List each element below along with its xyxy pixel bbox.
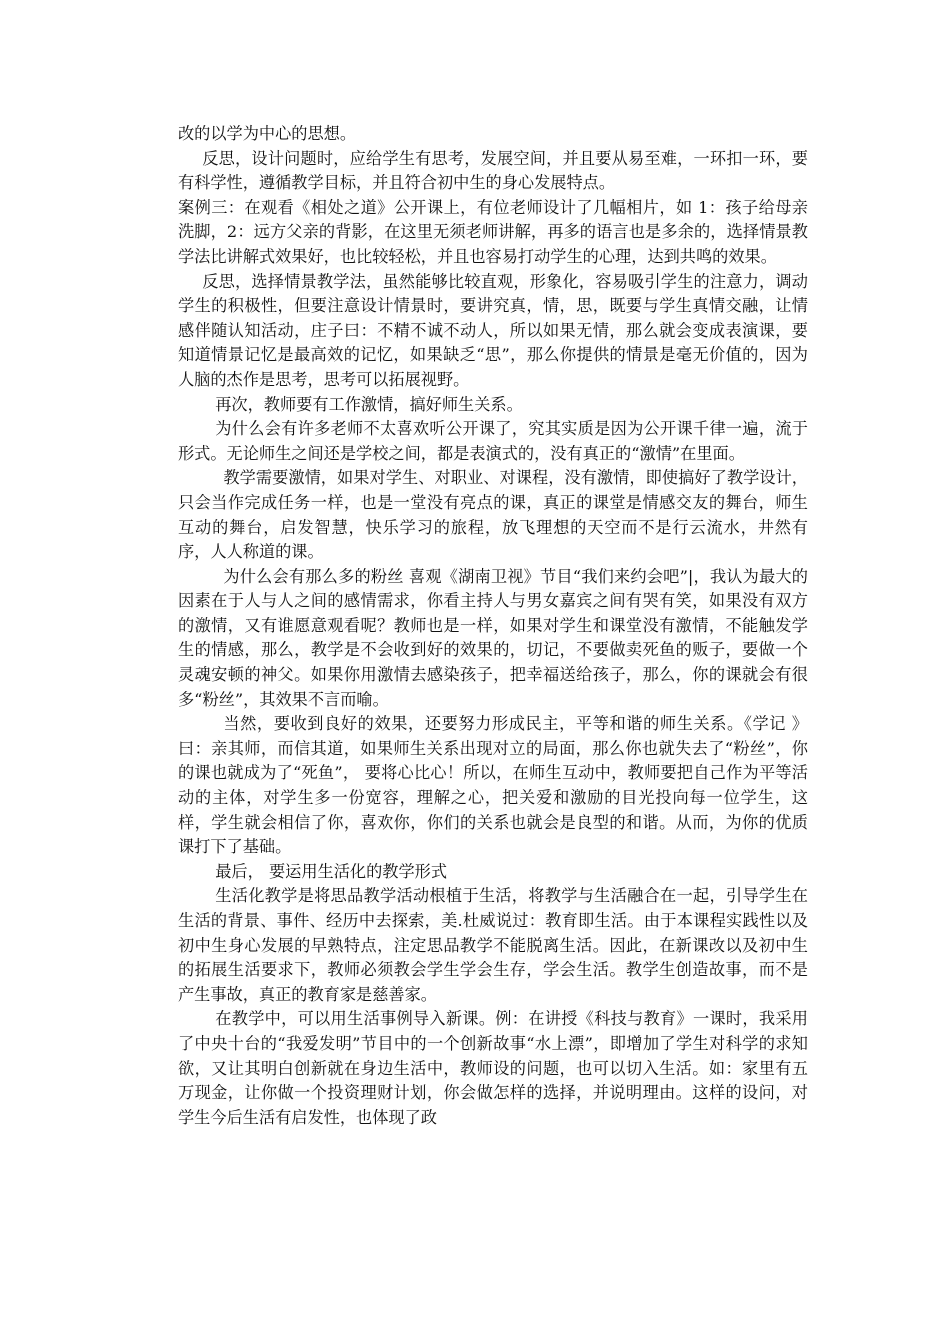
paragraph-teaching-passion: 教学需要激情，如果对学生、对职业、对课程，没有激情，即使搞好了教学设计，只会当作完成任务一样，也是一堂没有亮点的课，真正的课堂是情感交友的舞台，师生互动的舞台，启发智慧，快乐学习的旅程，放飞理想的天空而不是行云流水，井然有序，人人称道的课。 <box>178 468 808 562</box>
paragraph-case-three: 案例三：在观看《相处之道》公开课上，有位老师设计了几幅相片，如 1：孩子给母亲洗脚，2：远方父亲的背影，在这里无须老师讲解，再多的语言也是多余的，选择情景教学法比讲解式效果好，也比较轻松，并且也容易打动学生的心理，达到共鸣的效果。 <box>178 197 808 266</box>
paragraph-heading-life: 最后， 要运用生活化的教学形式 <box>215 861 448 881</box>
paragraph-fans: 为什么会有那么多的粉丝 喜观《湖南卫视》节目“我们来约会吧”|，我认为最大的因素在于人与人之间的感情需求，你看主持人与男女嘉宾之间有哭有笑，如果没有双方的激情，又有谁愿意观看呢？教师也是一样，如果对学生和课堂没有激情，不能触发学生的情感，那么，教学是不会收到好的效果的，切记，不要做卖死鱼的贩子，要做一个灵魂安顿的神父。如果你用激情去感染孩子，把幸福送给孩子，那么，你的课就会有很多“粉丝”，其效果不言而喻。 <box>178 566 808 709</box>
paragraph-continuation: 改的以学为中心的思想。 <box>178 124 357 143</box>
paragraph-reflection-2: 反思，选择情景教学法，虽然能够比较直观，形象化，容易吸引学生的注意力，调动学生的积极性，但要注意设计情景时，要讲究真，情，思，既要与学生真情交融，让情感伴随认知活动，庄子曰：不精不诚不动人，所以如果无情，那么就会变成表演课，要知道情景记忆是最高效的记忆，如果缺乏“思”，那么你提供的情景是毫无价值的，因为人脑的杰作是思考，思考可以拓展视野。 <box>178 271 808 389</box>
document-body <box>178 122 808 1130</box>
paragraph-life-examples: 在教学中，可以用生活事例导入新课。例：在讲授《科技与教育》一课时，我采用了中央十台的“我爱发明”节目中的一个创新故事“水上漂”，即增加了学生对科学的求知欲，又让其明白创新就在身边生活中，教师设的问题，也可以切入生活。如：家里有五万现金，让你做一个投资理财计划，你会做怎样的选择，并说明理由。这样的设问，对学生今后生活有启发性，也体现了政 <box>178 1009 808 1127</box>
paragraph-reflection-1: 反思，设计问题时，应给学生有思考，发展空间，并且要从易至难，一环扣一环，要有科学性，遵循教学目标，并且符合初中生的身心发展特点。 <box>178 148 808 193</box>
paragraph-life-teaching: 生活化教学是将思品教学活动根植于生活，将教学与生活融合在一起，引导学生在生活的背景、事件、经历中去探索，美.杜威说过：教育即生活。由于本课程实践性以及初中生身心发展的早熟特点，注定思品教学不能脱离生活。因此，在新课改以及初中生的拓展生活要求下，教师必须教会学生学会生存，学会生活。教学生创造故事，而不是产生事故，真正的教育家是慈善家。 <box>178 886 808 1004</box>
paragraph-heading-passion: 再次，教师要有工作激情，搞好师生关系。 <box>215 394 523 414</box>
paragraph-open-class: 为什么会有许多老师不太喜欢听公开课了，究其实质是因为公开课千律一遍，流于形式。无论师生之间还是学校之间，都是表演式的，没有真正的“激情”在里面。 <box>178 419 808 463</box>
paragraph-relationship: 当然，要收到良好的效果，还要努力形成民主，平等和谐的师生关系。《学记 》曰：亲其师，而信其道，如果师生关系出现对立的局面，那么你也就失去了“粉丝”，你的课也就成为了“死鱼”， 要将心比心！所以，在师生互动中，教师要把自己作为平等活动的主体，对学生多一份宽容，理解之心，把关爱和激励的目光投向每一位学生，这样，学生就会相信了你，喜欢你，你们的关系也就会是良型的和谐。从而，为你的优质课打下了基础。 <box>178 714 808 857</box>
